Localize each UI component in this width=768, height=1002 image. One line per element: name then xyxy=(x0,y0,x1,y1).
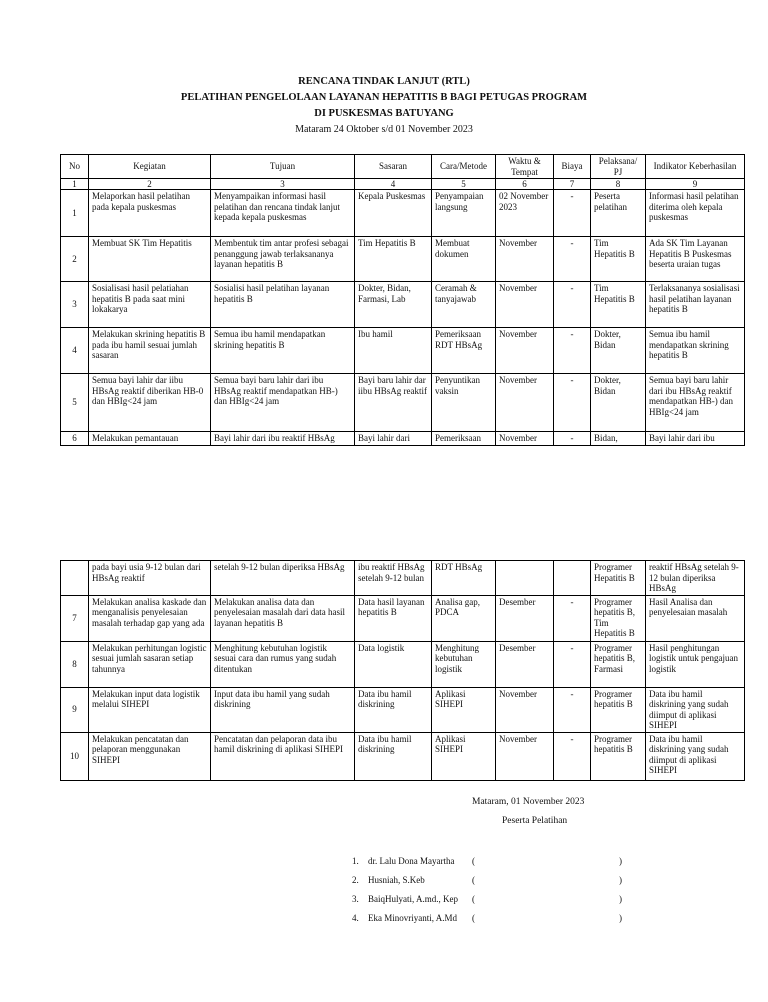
cell-no: 3 xyxy=(61,282,89,328)
cell-biaya: - xyxy=(554,432,591,446)
cell-sasaran: Tim Hepatitis B xyxy=(355,237,432,282)
cell-kegiatan: Melaporkan hasil pelatihan pada kepala puskesmas xyxy=(89,190,211,237)
cell-biaya: - xyxy=(554,641,591,687)
cell-no: 8 xyxy=(61,641,89,687)
table-row xyxy=(61,282,745,328)
table-header-row xyxy=(61,155,745,179)
cell-metode: Menghitung kebutuhan logistik xyxy=(432,641,496,687)
cell-pelaksana: Dokter, Bidan xyxy=(591,328,646,374)
participant-number: 1. xyxy=(352,856,359,866)
cell-kegiatan: Semua bayi lahir dar iibu HBsAg reaktif diberikan HB-0 dan HBIg<24 jam xyxy=(89,374,211,432)
cell-pelaksana: Programer Hepatitis B xyxy=(591,561,646,596)
signature-place-date: Mataram, 01 November 2023 xyxy=(472,797,585,807)
cell-metode: Penyampaian langsung xyxy=(432,190,496,237)
cell-pelaksana: Peserta pelatihan xyxy=(591,190,646,237)
participant-row xyxy=(352,875,642,894)
cell-waktu: November xyxy=(496,374,554,432)
participant-number: 3. xyxy=(352,894,359,904)
cell-indikator: reaktif HBsAg setelah 9-12 bulan diperiksa HBsAg xyxy=(646,561,745,596)
participant-name: Eka Minovriyanti, A.Md xyxy=(368,913,457,923)
cell-indikator: Hasil penghitungan logistik untuk pengajuan logistik xyxy=(646,641,745,687)
cell-sasaran: Bayi lahir dari xyxy=(355,432,432,446)
participant-row xyxy=(352,894,642,913)
document-subtitle: PELATIHAN PENGELOLAAN LAYANAN HEPATITIS B BAGI PETUGAS PROGRAM xyxy=(180,92,588,103)
cell-biaya: - xyxy=(554,595,591,641)
cell-sasaran: Data logistik xyxy=(355,641,432,687)
column-header-kegiatan: Kegiatan xyxy=(89,155,211,179)
cell-tujuan: setelah 9-12 bulan diperiksa HBsAg xyxy=(211,561,355,596)
participant-number: 4. xyxy=(352,913,359,923)
cell-metode: Membuat dokumen xyxy=(432,237,496,282)
cell-tujuan: Menyampaikan informasi hasil pelatihan dan rencana tindak lanjut kepada kepala puskesmas xyxy=(211,190,355,237)
participant-number: 2. xyxy=(352,875,359,885)
column-header-no: No xyxy=(61,155,89,179)
cell-kegiatan: Melakukan input data logistik melalui SIHEPI xyxy=(89,687,211,732)
table-row-continued xyxy=(61,561,745,596)
table-row xyxy=(61,237,745,282)
cell-no: 1 xyxy=(61,190,89,237)
cell-kegiatan: Sosialisasi hasil pelatiahan hepatitis B pada saat mini lokakarya xyxy=(89,282,211,328)
column-number: 2 xyxy=(89,179,211,190)
column-header-pelaksana: Pelaksana/ PJ xyxy=(591,155,646,179)
column-number: 1 xyxy=(61,179,89,190)
cell-kegiatan: Melakukan skrining hepatitis B pada ibu hamil sesuai jumlah sasaran xyxy=(89,328,211,374)
cell-indikator: Informasi hasil pelatihan diterima oleh kepala puskesmas xyxy=(646,190,745,237)
cell-biaya: - xyxy=(554,190,591,237)
cell-no: 10 xyxy=(61,732,89,780)
cell-waktu: Desember xyxy=(496,595,554,641)
cell-indikator: Semua bayi baru lahir dari ibu HBsAg reaktif mendapatkan HB-) dan HBIg<24 jam xyxy=(646,374,745,432)
cell-sasaran: Ibu hamil xyxy=(355,328,432,374)
cell-biaya: - xyxy=(554,732,591,780)
cell-waktu: November xyxy=(496,732,554,780)
signature-close-paren: ) xyxy=(619,856,622,866)
cell-waktu: Desember xyxy=(496,641,554,687)
participant-name: dr. Lalu Dona Mayartha xyxy=(368,856,455,866)
cell-sasaran: ibu reaktif HBsAg setelah 9-12 bulan xyxy=(355,561,432,596)
cell-no: 2 xyxy=(61,237,89,282)
cell-indikator: Terlaksananya sosialisasi hasil pelatihan layanan hepatitis B xyxy=(646,282,745,328)
cell-sasaran: Data ibu hamil diskrining xyxy=(355,732,432,780)
table-row xyxy=(61,432,745,446)
table-row xyxy=(61,595,745,641)
column-number-row xyxy=(61,179,745,190)
cell-pelaksana: Tim Hepatitis B xyxy=(591,237,646,282)
cell-no: 7 xyxy=(61,595,89,641)
cell-no: 9 xyxy=(61,687,89,732)
document-location: DI PUSKESMAS BATUYANG xyxy=(314,108,454,119)
cell-biaya: - xyxy=(554,328,591,374)
cell-pelaksana: Dokter, Bidan xyxy=(591,374,646,432)
cell-tujuan: Menghitung kebutuhan logistik sesuai cara dan rumus yang sudah ditentukan xyxy=(211,641,355,687)
cell-kegiatan: Melakukan pemantauan xyxy=(89,432,211,446)
signature-role: Peserta Pelatihan xyxy=(502,816,568,826)
cell-sasaran: Data ibu hamil diskrining xyxy=(355,687,432,732)
cell-indikator: Data ibu hamil diskrining yang sudah diimput di aplikasi SIHEPI xyxy=(646,732,745,780)
participant-row xyxy=(352,913,642,932)
table-row xyxy=(61,328,745,374)
column-header-waktu: Waktu & Tempat xyxy=(496,155,554,179)
cell-waktu: 02 November 2023 xyxy=(496,190,554,237)
signature-close-paren: ) xyxy=(619,913,622,923)
signature-open-paren: ( xyxy=(472,913,475,923)
column-number: 8 xyxy=(591,179,646,190)
cell-tujuan: Pencatatan dan pelaporan data ibu hamil diskrining di aplikasi SIHEPI xyxy=(211,732,355,780)
column-number: 6 xyxy=(496,179,554,190)
cell-sasaran: Dokter, Bidan, Farmasi, Lab xyxy=(355,282,432,328)
table-row xyxy=(61,732,745,780)
participant-name: Husniah, S.Keb xyxy=(368,875,425,885)
column-number: 7 xyxy=(554,179,591,190)
participant-list xyxy=(352,856,642,932)
cell-metode: Ceramah & tanyajawab xyxy=(432,282,496,328)
column-header-metode: Cara/Metode xyxy=(432,155,496,179)
table-row xyxy=(61,190,745,237)
table-row xyxy=(61,641,745,687)
cell-waktu: November xyxy=(496,282,554,328)
cell-kegiatan: Melakukan pencatatan dan pelaporan menggunakan SIHEPI xyxy=(89,732,211,780)
column-number: 5 xyxy=(432,179,496,190)
cell-kegiatan: Melakukan analisa kaskade dan menganalisis penyelesaian masalah terhadap gap yang ada xyxy=(89,595,211,641)
cell-pelaksana: Programer hepatitis B xyxy=(591,687,646,732)
cell-metode: Pemeriksaan RDT HBsAg xyxy=(432,328,496,374)
document-date-range: Mataram 24 Oktober s/d 01 November 2023 xyxy=(295,124,473,135)
cell-metode: Aplikasi SIHEPI xyxy=(432,732,496,780)
table-row xyxy=(61,687,745,732)
cell-no: 4 xyxy=(61,328,89,374)
cell-waktu: November xyxy=(496,432,554,446)
column-header-sasaran: Sasaran xyxy=(355,155,432,179)
participant-name: BaiqHulyati, A.md., Kep xyxy=(368,894,458,904)
column-number: 3 xyxy=(211,179,355,190)
cell-waktu: November xyxy=(496,328,554,374)
cell-waktu xyxy=(496,561,554,596)
cell-kegiatan: Melakukan perhitungan logistic sesuai jumlah sasaran setiap tahunnya xyxy=(89,641,211,687)
cell-tujuan: Semua ibu hamil mendapatkan skrining hepatitis B xyxy=(211,328,355,374)
cell-metode: Penyuntikan vaksin xyxy=(432,374,496,432)
cell-no: 6 xyxy=(61,432,89,446)
cell-tujuan: Membentuk tim antar profesi sebagai penanggung jawab terlaksananya layanan hepatitis B xyxy=(211,237,355,282)
cell-indikator: Ada SK Tim Layanan Hepatitis B Puskesmas beserta uraian tugas xyxy=(646,237,745,282)
signature-open-paren: ( xyxy=(472,856,475,866)
cell-biaya: - xyxy=(554,237,591,282)
cell-biaya: - xyxy=(554,282,591,328)
document-title: RENCANA TINDAK LANJUT (RTL) xyxy=(298,76,470,87)
cell-tujuan: Input data ibu hamil yang sudah diskrining xyxy=(211,687,355,732)
rtl-table-page-2 xyxy=(60,560,745,781)
cell-tujuan: Bayi lahir dari ibu reaktif HBsAg xyxy=(211,432,355,446)
cell-sasaran: Kepala Puskesmas xyxy=(355,190,432,237)
cell-waktu: November xyxy=(496,237,554,282)
cell-tujuan: Semua bayi baru lahir dari ibu HBsAg reaktif mendapatkan HB-) dan HBIg<24 jam xyxy=(211,374,355,432)
cell-pelaksana: Programer hepatitis B, Tim Hepatitis B xyxy=(591,595,646,641)
cell-sasaran: Data hasil layanan hepatitis B xyxy=(355,595,432,641)
signature-close-paren: ) xyxy=(619,894,622,904)
signature-open-paren: ( xyxy=(472,875,475,885)
column-header-tujuan: Tujuan xyxy=(211,155,355,179)
cell-metode: Analisa gap, PDCA xyxy=(432,595,496,641)
cell-biaya xyxy=(554,561,591,596)
signature-open-paren: ( xyxy=(472,894,475,904)
cell-tujuan: Melakukan analisa data dan penyelesaian masalah dari data hasil layanan hepatitis B xyxy=(211,595,355,641)
cell-indikator: Bayi lahir dari ibu xyxy=(646,432,745,446)
cell-indikator: Semua ibu hamil mendapatkan skrining hepatitis B xyxy=(646,328,745,374)
table-row xyxy=(61,374,745,432)
column-header-indikator: Indikator Keberhasilan xyxy=(646,155,745,179)
cell-metode: RDT HBsAg xyxy=(432,561,496,596)
cell-pelaksana: Tim Hepatitis B xyxy=(591,282,646,328)
document-header xyxy=(0,74,768,138)
cell-waktu: November xyxy=(496,687,554,732)
cell-biaya: - xyxy=(554,687,591,732)
cell-no: 5 xyxy=(61,374,89,432)
cell-pelaksana: Bidan, xyxy=(591,432,646,446)
cell-kegiatan: pada bayi usia 9-12 bulan dari HBsAg reaktif xyxy=(89,561,211,596)
participant-row xyxy=(352,856,642,875)
column-number: 9 xyxy=(646,179,745,190)
cell-biaya: - xyxy=(554,374,591,432)
cell-no xyxy=(61,561,89,596)
cell-kegiatan: Membuat SK Tim Hepatitis xyxy=(89,237,211,282)
cell-indikator: Hasil Analisa dan penyelesaian masalah xyxy=(646,595,745,641)
cell-metode: Aplikasi SIHEPI xyxy=(432,687,496,732)
cell-pelaksana: Programer hepatitis B, Farmasi xyxy=(591,641,646,687)
cell-sasaran: Bayi baru lahir dar iibu HBsAg reaktif xyxy=(355,374,432,432)
column-header-biaya: Biaya xyxy=(554,155,591,179)
signature-close-paren: ) xyxy=(619,875,622,885)
column-number: 4 xyxy=(355,179,432,190)
rtl-table-page-1 xyxy=(60,154,745,446)
cell-pelaksana: Programer hepatitis B xyxy=(591,732,646,780)
cell-metode: Pemeriksaan xyxy=(432,432,496,446)
cell-indikator: Data ibu hamil diskrining yang sudah diimput di aplikasi SIHEPI xyxy=(646,687,745,732)
cell-tujuan: Sosialisi hasil pelatihan layanan hepatitis B xyxy=(211,282,355,328)
